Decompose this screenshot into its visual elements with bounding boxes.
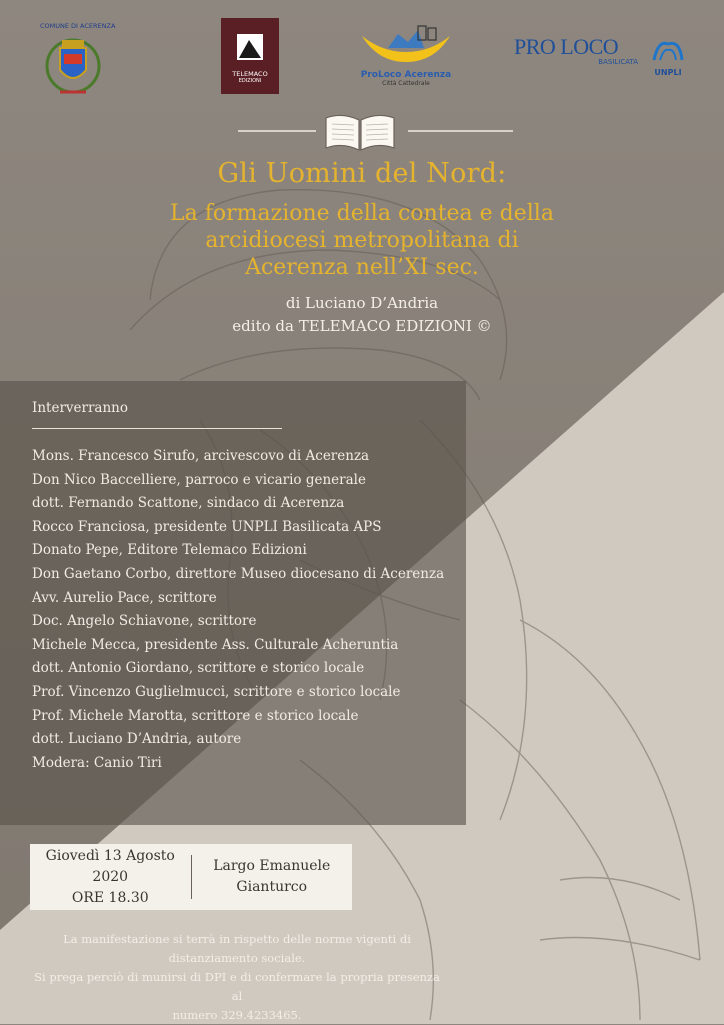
- telemaco-mark-icon: [233, 32, 267, 62]
- speakers-list: [32, 445, 452, 775]
- event-title: Gli Uomini del Nord:: [217, 158, 507, 189]
- sponsor-logos: [0, 14, 724, 104]
- list-item: Michele Mecca, presidente Ass. Culturale Acheruntia: [32, 636, 399, 653]
- hands-castle-icon: [358, 22, 454, 66]
- notice-line: La manifestazione si terrà in rispetto delle norme vigenti di: [63, 932, 411, 946]
- speakers-heading: Interverranno: [32, 400, 128, 416]
- list-item: Don Nico Baccelliere, parroco e vicario generale: [32, 471, 366, 488]
- proloco-text: PRO LOCO: [514, 34, 619, 59]
- list-item: Avv. Aurelio Pace, scrittore: [32, 589, 217, 606]
- event-time: ORE 18.30: [71, 889, 149, 906]
- list-item: Prof. Vincenzo Guglielmucci, scrittore e storico locale: [32, 683, 401, 700]
- event-subtitle: [0, 200, 724, 281]
- subtitle-line: Acerenza nell’XI sec.: [245, 255, 479, 280]
- comune-acerenza-logo: [40, 22, 116, 106]
- list-item: Modera: Canio Tiri: [32, 754, 162, 771]
- safety-notice: [30, 930, 444, 1025]
- place-line: Gianturco: [236, 879, 308, 895]
- list-item: dott. Antonio Giordano, scrittore e storico locale: [32, 660, 365, 677]
- list-item: Rocco Franciosa, presidente UNPLI Basilicata APS: [32, 518, 382, 535]
- comune-logo-text: COMUNE DI ACERENZA: [40, 22, 116, 30]
- telemaco-sub: EDIZIONI: [238, 78, 262, 84]
- unpli-swoosh-icon: [650, 38, 686, 64]
- crest-icon: [40, 30, 106, 104]
- proloco-basilicata-logo: [514, 34, 638, 84]
- proloco-acerenza-logo: [356, 22, 456, 98]
- subtitle-line: La formazione della contea e della: [170, 201, 554, 226]
- publisher-line: edito da TELEMACO EDIZIONI ©: [232, 317, 492, 335]
- notice-line: numero 329.4233465.: [172, 1008, 302, 1022]
- proloco-acerenza-text: ProLoco Acerenza: [360, 70, 452, 80]
- date-time: [30, 846, 191, 909]
- unpli-logo: [648, 38, 688, 86]
- list-item: Don Gaetano Corbo, direttore Museo diocesano di Acerenza: [32, 565, 445, 582]
- proloco-sub: BASILICATA: [598, 58, 638, 66]
- telemaco-text: TELEMACO: [232, 70, 268, 78]
- list-item: Prof. Michele Marotta, scrittore e storico locale: [32, 707, 359, 724]
- unpli-text: UNPLI: [654, 68, 682, 77]
- telemaco-edizioni-logo: [221, 18, 279, 94]
- notice-line: Si prega perciò di munirsi di DPI e di confermare la propria presenza al: [34, 970, 440, 1003]
- open-book-icon: [322, 112, 398, 154]
- place-line: Largo Emanuele: [213, 858, 331, 874]
- proloco-acerenza-sub: Città Cattedrale: [382, 80, 430, 87]
- subtitle-line: arcidiocesi metropolitana di: [205, 228, 519, 253]
- list-item: Donato Pepe, Editore Telemaco Edizioni: [32, 542, 307, 559]
- event-place: [192, 856, 353, 898]
- notice-line: distanziamento sociale.: [168, 951, 306, 965]
- event-date: Giovedì 13 Agosto 2020: [45, 847, 175, 885]
- author-line: di Luciano D’Andria: [285, 294, 439, 312]
- speakers-section: [32, 400, 452, 775]
- list-item: dott. Fernando Scattone, sindaco di Acerenza: [32, 495, 345, 512]
- list-item: Doc. Angelo Schiavone, scrittore: [32, 613, 257, 630]
- divider: [32, 428, 282, 429]
- event-credits: [0, 292, 724, 338]
- event-info-box: [30, 844, 352, 910]
- list-item: dott. Luciano D’Andria, autore: [32, 731, 242, 748]
- list-item: Mons. Francesco Sirufo, arcivescovo di Acerenza: [32, 448, 370, 464]
